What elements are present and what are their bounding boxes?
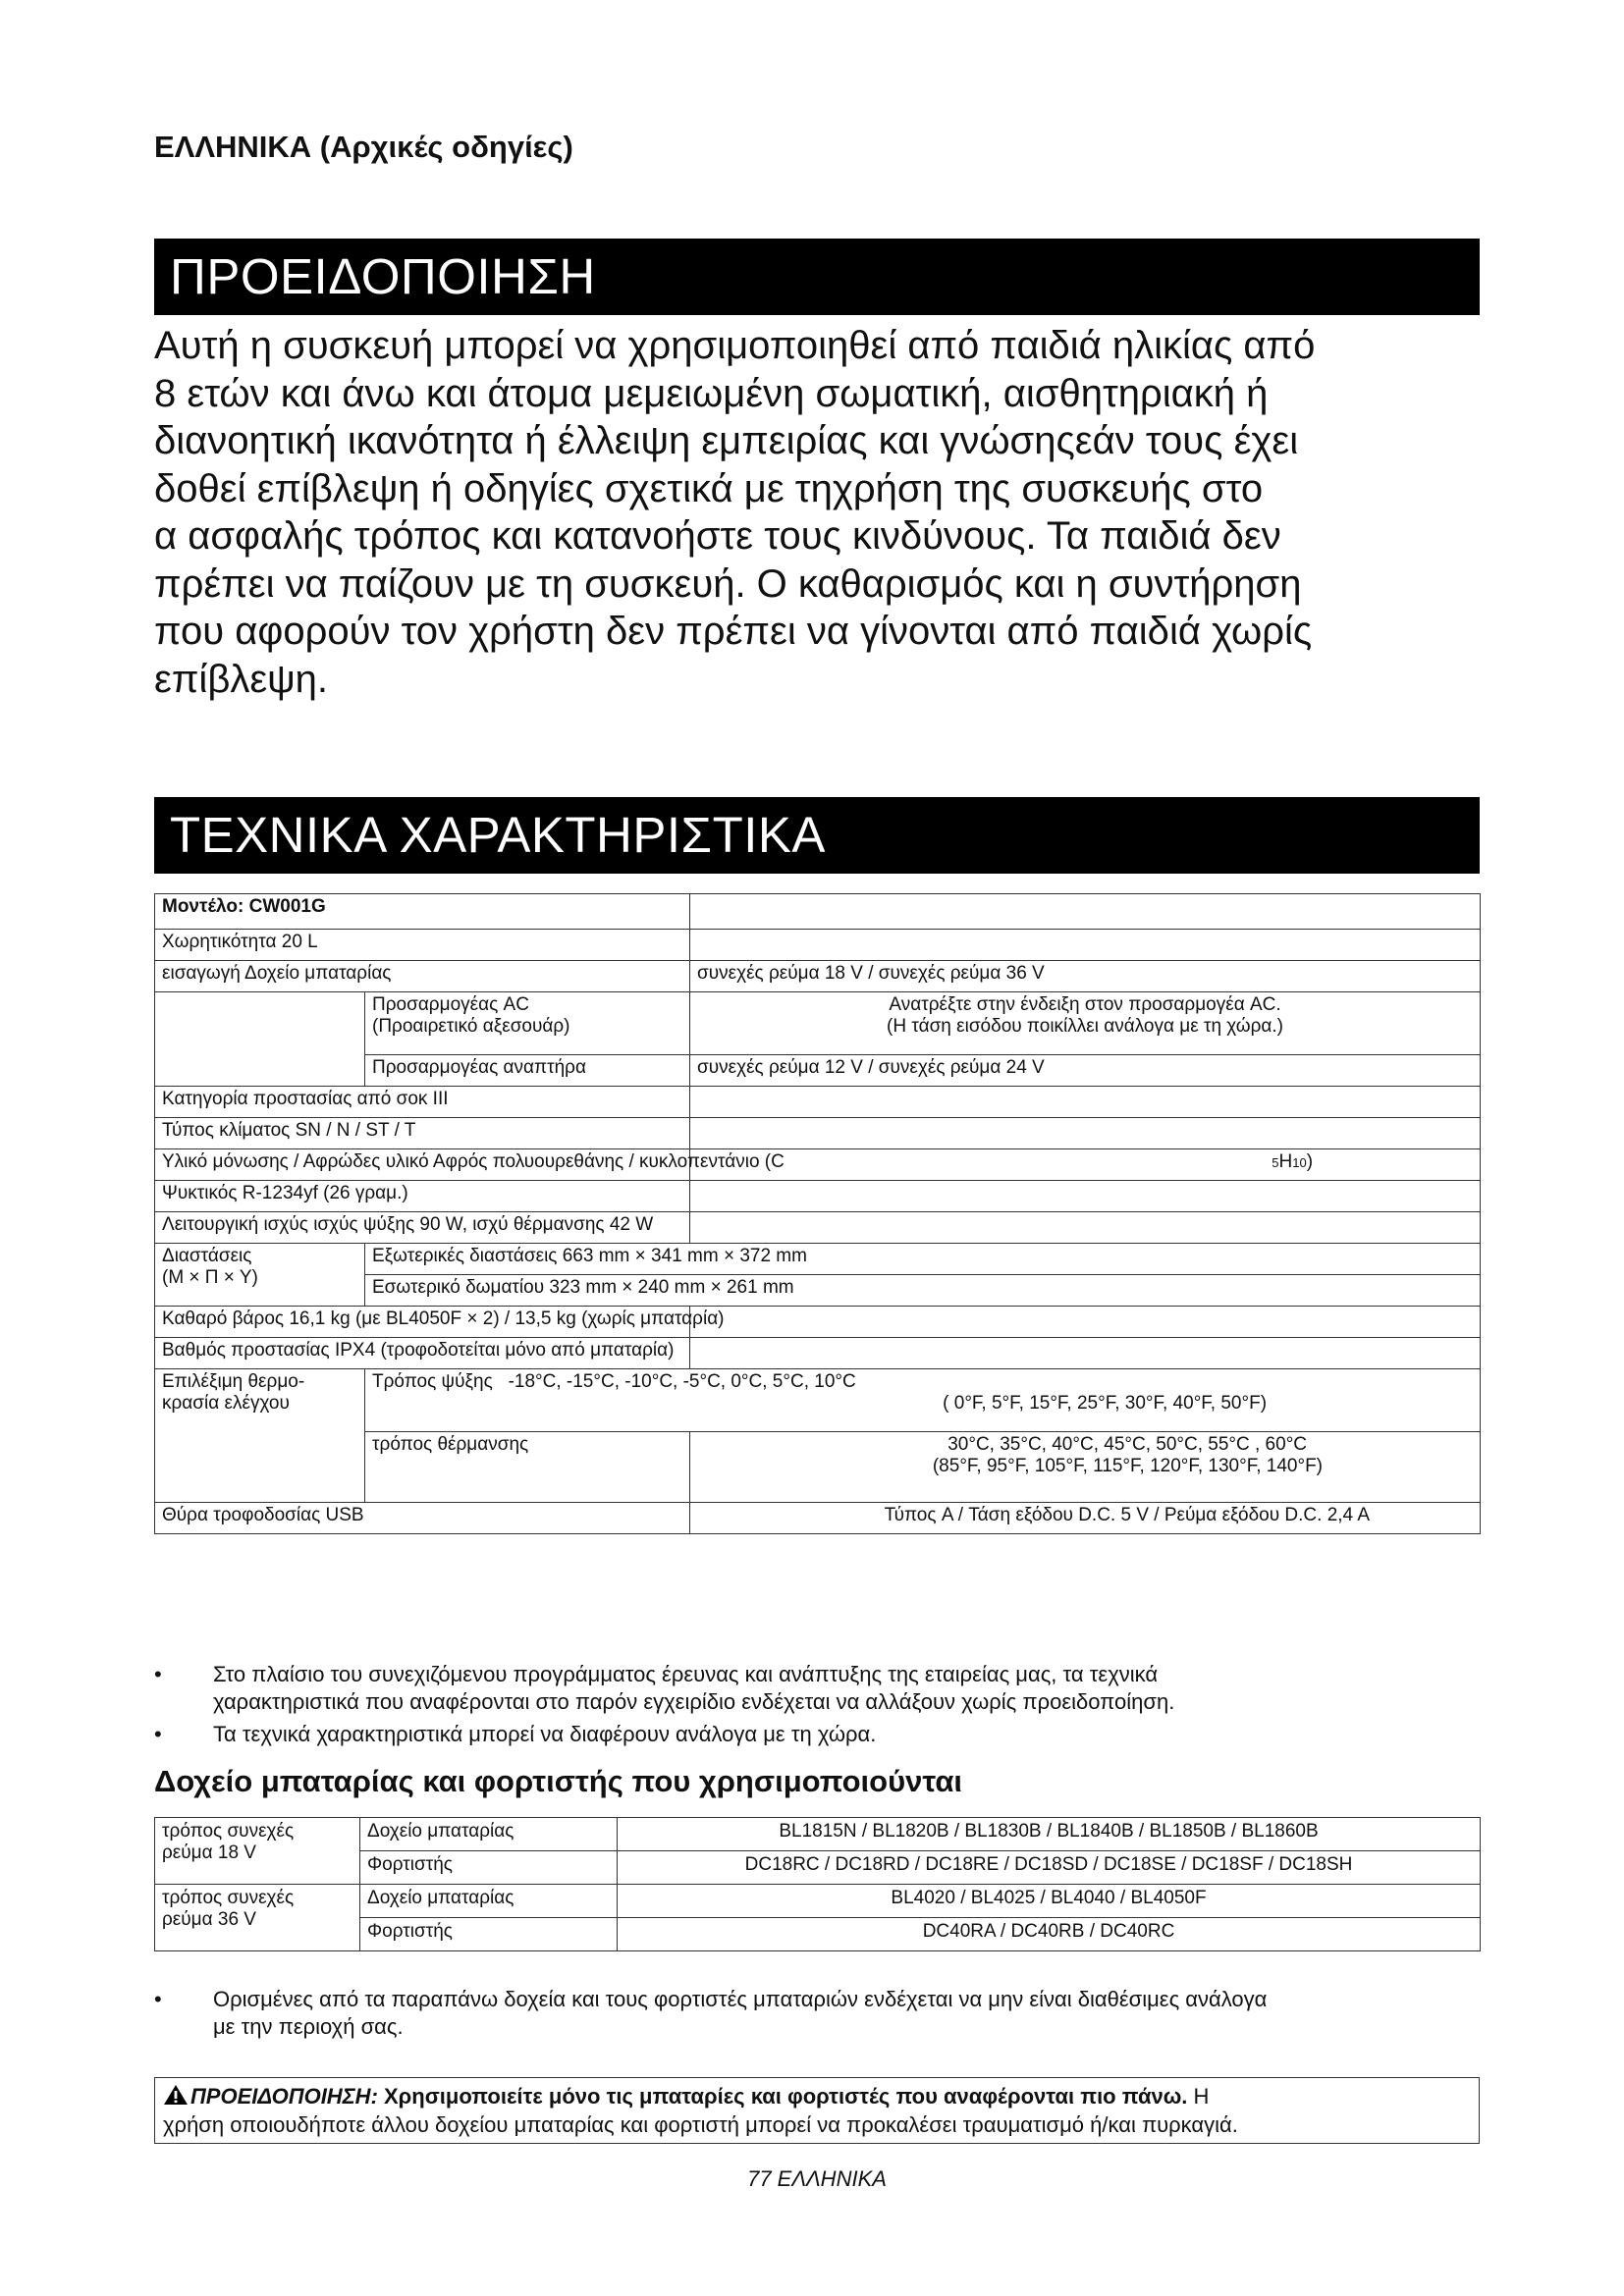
note-line: με την περιοχή σας.: [213, 2014, 404, 2039]
spec-cooling-celsius: -18°C, -15°C, -10°C, -5°C, 0°C, 5°C, 10°C: [508, 1371, 856, 1392]
spec-car-value: συνεχές ρεύμα 12 V / συνεχές ρεύμα 24 V: [690, 1055, 1481, 1087]
spec-heating-celsius: 30°C, 35°C, 40°C, 45°C, 50°C, 55°C , 60°C: [947, 1434, 1308, 1455]
warning-line: Αυτή η συσκευή μπορεί να χρησιμοποιηθεί από παιδιά ηλικίας από: [154, 324, 1316, 367]
spec-climate: Τύπος κλίματος SN / N / ST / T: [155, 1118, 690, 1149]
spec-usb-value: Τύπος A / Τάση εξόδου D.C. 5 V / Ρεύμα εξόδου D.C. 2,4 A: [690, 1503, 1481, 1534]
spec-temp-label-line: κρασία ελέγχου: [162, 1393, 290, 1414]
spec-power: Λειτουργική ισχύς ισχύς ψύξης 90 W, ισχύ θέρμανσης 42 W: [155, 1212, 690, 1244]
spec-temp-label-line: Επιλέξιμη θερμο-: [162, 1371, 305, 1392]
spec-empty-cell: [690, 1338, 1481, 1369]
spec-empty-cell: [155, 992, 365, 1087]
spec-empty-cell: [690, 1307, 1481, 1338]
availability-notes: [154, 1986, 1480, 2046]
spec-empty-cell: [690, 1087, 1481, 1118]
spec-ac-adapter: [365, 992, 690, 1055]
battery-mode-36v: [155, 1885, 360, 1951]
battery-value: BL1815N / BL1820B / BL1830B / BL1840B / BL1850B / BL1860B: [618, 1818, 1481, 1851]
spec-ac-adapter-line: Προσαρμογέας AC: [372, 994, 529, 1015]
battery-mode-18v: [155, 1818, 360, 1885]
caution-emphasis: Χρησιμοποιείτε μόνο τις μπαταρίες και φορτιστές που αναφέρονται πιο πάνω.: [377, 2084, 1188, 2109]
spec-dimensions-label: [155, 1244, 365, 1307]
warning-line: που αφορούν τον χρήστη δεν πρέπει να γίνονται από παιδιά χωρίς: [154, 610, 1313, 653]
spec-heating-label: τρόπος θέρμανσης: [365, 1432, 690, 1503]
charger-value: DC40RA / DC40RB / DC40RC: [618, 1918, 1481, 1951]
charger-value: DC18RC / DC18RD / DC18RE / DC18SD / DC18SE / DC18SF / DC18SH: [618, 1851, 1481, 1885]
spec-empty-cell: [690, 1118, 1481, 1149]
warning-triangle-icon: [163, 2084, 189, 2106]
spec-cooling: [365, 1369, 1481, 1432]
battery-section-title: Δοχείο μπαταρίας και φορτιστής που χρησιμοποιούνται: [154, 1764, 963, 1798]
spec-empty-cell: [690, 930, 1481, 961]
spec-cooling-label: Τρόπος ψύξης: [372, 1371, 493, 1392]
warning-line: πρέπει να παίζουν με τη συσκευή. Ο καθαρισμός και η συντήρηση: [154, 561, 1302, 606]
caution-line: [163, 2082, 1471, 2110]
spec-empty-cell: [690, 894, 1481, 930]
spec-dimensions-label-line: (Μ × Π × Υ): [162, 1267, 258, 1288]
language-title: ΕΛΛΗΝΙΚΑ (Αρχικές οδηγίες): [154, 130, 573, 164]
spec-cooling-fahrenheit: ( 0°F, 5°F, 15°F, 25°F, 30°F, 40°F, 50°F): [943, 1393, 1268, 1414]
spec-dimensions-inner: Εσωτερικό δωματίου 323 mm × 240 mm × 261 mm: [365, 1275, 1481, 1307]
battery-label: Δοχείο μπαταρίας: [360, 1818, 618, 1851]
note-item: [154, 1661, 1480, 1716]
specs-banner: ΤΕΧΝΙΚΑ ΧΑΡΑΚΤΗΡΙΣΤΙΚΑ: [154, 797, 1480, 874]
note-item: [154, 1986, 1480, 2041]
note-line: χαρακτηριστικά που αναφέρονται στο παρόν εγχειρίδιο ενδέχεται να αλλάξουν χωρίς προειδοποίηση.: [213, 1689, 1175, 1714]
spec-insulation-formula: [690, 1149, 1481, 1181]
warning-paragraph: [154, 322, 1480, 703]
page-footer: 77 ΕΛΛΗΝΙΚΑ: [747, 2166, 887, 2191]
battery-mode-line: τρόπος συνεχές: [162, 1821, 295, 1842]
warning-line: α ασφαλής τρόπος και κατανοήστε τους κινδύνους. Τα παιδιά δεν: [154, 514, 1281, 558]
formula-subscript: 5: [1272, 1155, 1279, 1170]
spec-cooling-line: [372, 1371, 1473, 1393]
spec-protection-class: Κατηγορία προστασίας από σοκ III: [155, 1087, 690, 1118]
warning-line: 8 ετών και άνω και άτομα μεμειωμένη σωματική, αισθητηριακή ή: [154, 371, 1269, 415]
spec-weight: Καθαρό βάρος 16,1 kg (με BL4050F × 2) / 13,5 kg (χωρίς μπαταρία): [155, 1307, 690, 1338]
note-line: • Ορισμένες από τα παραπάνω δοχεία και τους φορτιστές μπαταριών ενδέχεται να μην είναι διαθέσιμες ανάλογα: [213, 1987, 1268, 2011]
formula-subscript: 10: [1292, 1155, 1307, 1170]
spec-ac-value-line: (Η τάση εισόδου ποικίλλει ανάλογα με τη χώρα.): [887, 1016, 1284, 1037]
caution-line-2: χρήση οποιουδήποτε άλλου δοχείου μπαταρίας και φορτιστή μπορεί να προκαλέσει τραυματισμό ή/και πυρκαγιά.: [163, 2112, 1238, 2137]
battery-mode-line: ρεύμα 36 V: [162, 1909, 256, 1930]
spec-ac-adapter-line: (Προαιρετικό αξεσουάρ): [372, 1016, 570, 1037]
spec-empty-cell: [690, 1181, 1481, 1212]
caution-text: Η: [1187, 2084, 1210, 2109]
specifications-table: [154, 893, 1481, 1534]
spec-insulation: Υλικό μόνωσης / Αφρώδες υλικό Αφρός πολυουρεθάνης / κυκλοπεντάνιο (C: [155, 1149, 690, 1181]
note-line: • Στο πλαίσιο του συνεχιζόμενου προγράμματος έρευνας και ανάπτυξης της εταιρείας μας, τα τεχνικά: [213, 1662, 1159, 1686]
spec-notes: [154, 1661, 1480, 1753]
warning-line: δοθεί επίβλεψη ή οδηγίες σχετικά με τηχρήση της συσκευής στο: [154, 466, 1264, 510]
spec-capacity: Χωρητικότητα 20 L: [155, 930, 690, 961]
spec-temp-label: [155, 1369, 365, 1503]
battery-mode-line: τρόπος συνεχές: [162, 1888, 295, 1908]
spec-car-adapter: Προσαρμογέας αναπτήρα: [365, 1055, 690, 1087]
spec-ip-rating: Βαθμός προστασίας IPX4 (τροφοδοτείται μόνο από μπαταρία): [155, 1338, 690, 1369]
charger-label: Φορτιστής: [360, 1851, 618, 1885]
warning-line: διανοητική ικανότητα ή έλλειψη εμπειρίας και γνώσηςεάν τους έχει: [154, 419, 1299, 462]
charger-label: Φορτιστής: [360, 1918, 618, 1951]
spec-usb-label: Θύρα τροφοδοσίας USB: [155, 1503, 690, 1534]
caution-lead: ΠΡΟΕΙΔΟΠΟΙΗΣΗ:: [190, 2084, 378, 2109]
spec-ac-value: [690, 992, 1481, 1055]
spec-empty-cell: [690, 1212, 1481, 1244]
spec-refrigerant: Ψυκτικός R-1234yf (26 γραμ.): [155, 1181, 690, 1212]
spec-input-battery: συνεχές ρεύμα 18 V / συνεχές ρεύμα 36 V: [690, 961, 1481, 992]
battery-value: BL4020 / BL4025 / BL4040 / BL4050F: [618, 1885, 1481, 1918]
formula-close: ): [1306, 1151, 1314, 1172]
caution-box: [154, 2077, 1480, 2144]
battery-label: Δοχείο μπαταρίας: [360, 1885, 618, 1918]
spec-heating-fahrenheit: (85°F, 95°F, 105°F, 115°F, 120°F, 130°F, 140°F): [932, 1456, 1324, 1476]
spec-dimensions-outer: Εξωτερικές διαστάσεις 663 mm × 341 mm × 372 mm: [365, 1244, 1481, 1275]
spec-ac-value-line: Ανατρέξτε στην ένδειξη στον προσαρμογέα AC.: [889, 994, 1281, 1015]
spec-input-label: εισαγωγή Δοχείο μπαταρίας: [155, 961, 690, 992]
warning-banner: ΠΡΟΕΙΔΟΠΟΙΗΣΗ: [154, 239, 1480, 315]
warning-line: επίβλεψη.: [154, 657, 329, 701]
note-item: • Τα τεχνικά χαρακτηριστικά μπορεί να διαφέρουν ανάλογα με τη χώρα.: [154, 1721, 1480, 1748]
formula-element: H: [1278, 1151, 1293, 1172]
battery-mode-line: ρεύμα 18 V: [162, 1842, 256, 1863]
spec-heating-values: [690, 1432, 1481, 1503]
spec-model: Μοντέλο: CW001G: [155, 894, 690, 930]
spec-dimensions-label-line: Διαστάσεις: [162, 1246, 252, 1266]
battery-charger-table: [154, 1817, 1481, 1951]
